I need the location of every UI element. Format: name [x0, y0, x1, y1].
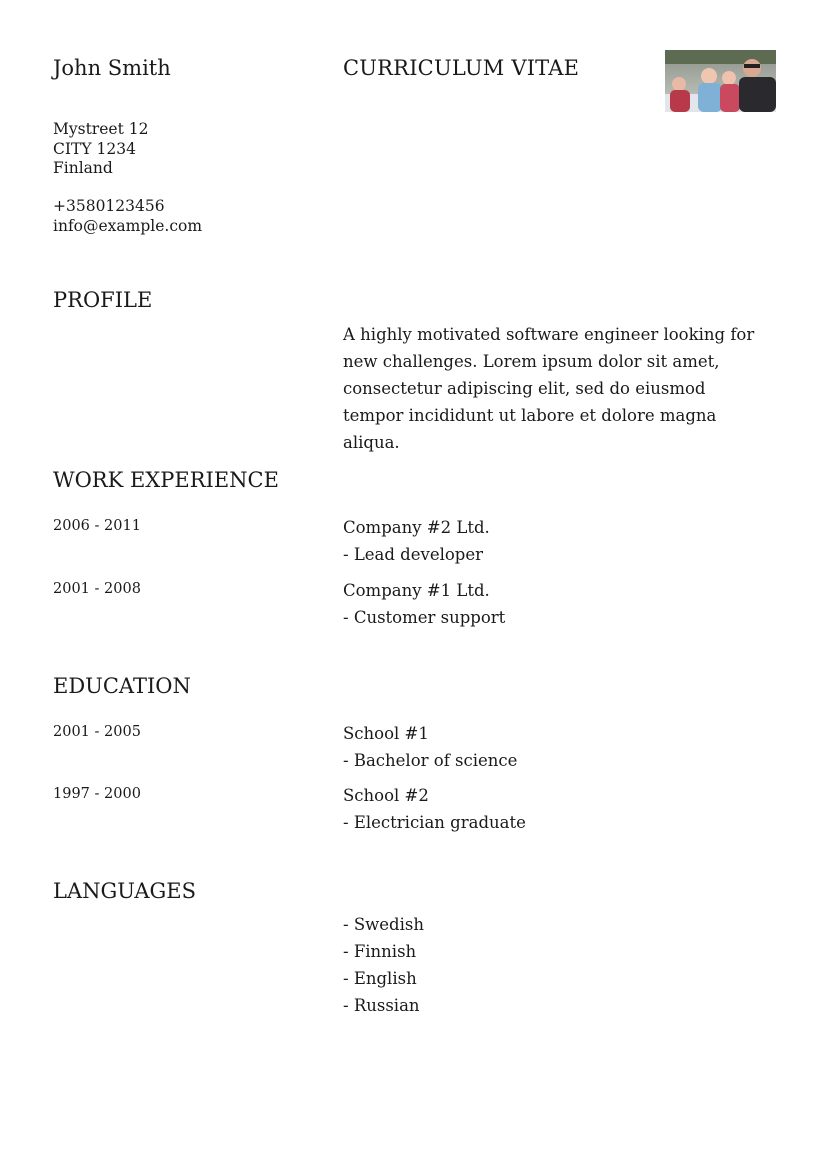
- address-country: Finland: [53, 159, 113, 177]
- work-org: Company #1 Ltd.: [343, 581, 490, 600]
- work-role: - Customer support: [343, 608, 506, 627]
- education-org: School #2: [343, 786, 429, 805]
- profile-summary: A highly motivated software engineer looking for new challenges. Lorem ipsum dolor sit amet, consectetur adipiscing elit, sed do eiusmod tempor incididunt ut labore et dolore magna aliqua.: [343, 325, 755, 452]
- language-item: - English: [343, 969, 417, 988]
- language-item: - Swedish: [343, 915, 424, 934]
- profile-photo: [665, 50, 776, 112]
- education-entry: [343, 720, 517, 774]
- section-heading-education: EDUCATION: [53, 674, 191, 698]
- education-degree: - Electrician graduate: [343, 813, 526, 832]
- address-city: CITY 1234: [53, 139, 136, 158]
- section-heading-languages: LANGUAGES: [53, 879, 196, 903]
- education-degree: - Bachelor of science: [343, 751, 518, 770]
- work-role: - Lead developer: [343, 545, 484, 564]
- education-dates: 2001 - 2005: [53, 724, 141, 740]
- work-dates: 2001 - 2008: [53, 581, 141, 597]
- education-entry: [343, 782, 526, 836]
- work-entry: [343, 514, 490, 568]
- address-street: Mystreet 12: [53, 120, 149, 138]
- section-heading-work: WORK EXPERIENCE: [53, 468, 279, 492]
- education-org: School #1: [343, 724, 429, 743]
- family-photo-icon: [665, 50, 776, 112]
- language-item: - Finnish: [343, 942, 417, 961]
- work-org: Company #2 Ltd.: [343, 518, 490, 537]
- contact-email: info@example.com: [53, 216, 203, 235]
- work-dates: 2006 - 2011: [53, 518, 141, 534]
- language-item: - Russian: [343, 996, 420, 1015]
- contact-block: [53, 197, 202, 236]
- work-entry: [343, 577, 505, 631]
- education-dates: 1997 - 2000: [53, 786, 141, 802]
- address-block: [53, 120, 148, 179]
- document-title: CURRICULUM VITAE: [343, 56, 580, 80]
- contact-phone: +3580123456: [53, 197, 165, 215]
- languages-list: [343, 911, 424, 1019]
- section-heading-profile: PROFILE: [53, 288, 153, 312]
- cv-name: John Smith: [53, 56, 171, 80]
